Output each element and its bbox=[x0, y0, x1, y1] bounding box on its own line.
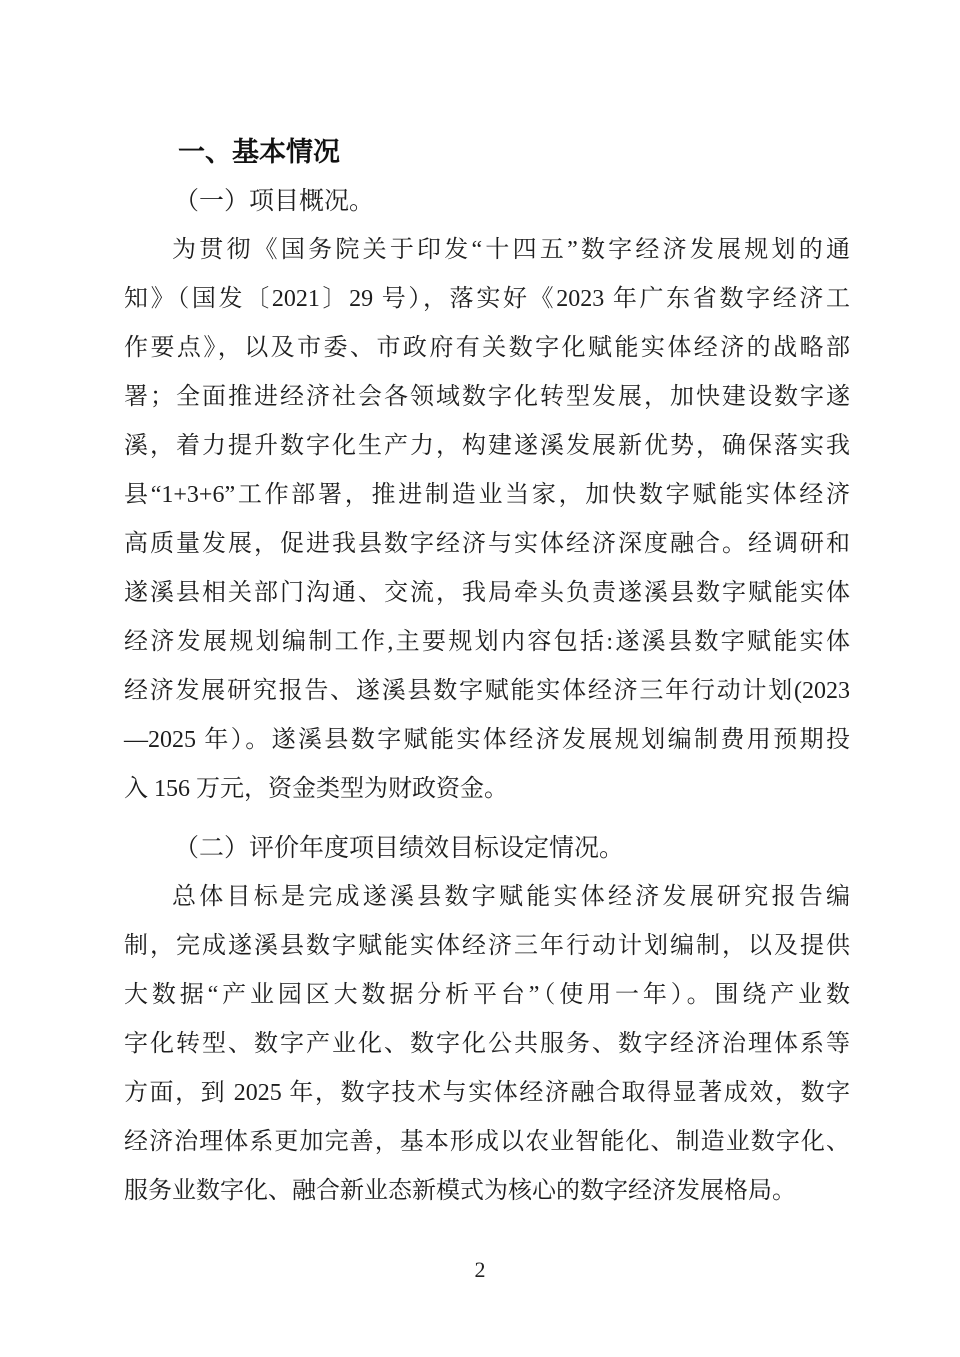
text-line: 经济治理体系更加完善，基本形成以农业智能化、制造业数字化、 bbox=[124, 1129, 850, 1155]
text-line: —2025 年）。遂溪县数字赋能实体经济发展规划编制费用预期投 bbox=[124, 727, 850, 753]
text-line: 入 156 万元，资金类型为财政资金。 bbox=[124, 776, 508, 802]
text-line: 县“1+3+6”工作部署，推进制造业当家，加快数字赋能实体经济 bbox=[124, 482, 850, 508]
text-line: 方面，到 2025 年，数字技术与实体经济融合取得显著成效，数字 bbox=[124, 1080, 850, 1106]
text-line: 服务业数字化、融合新业态新模式为核心的数字经济发展格局。 bbox=[124, 1178, 796, 1204]
subsection-heading: （一）项目概况。 bbox=[174, 188, 375, 215]
section-heading: 一、基本情况 bbox=[178, 137, 340, 167]
text-line: 高质量发展，促进我县数字经济与实体经济深度融合。经调研和 bbox=[124, 531, 850, 557]
text-line: 经济发展规划编制工作,主要规划内容包括:遂溪县数字赋能实体 bbox=[124, 629, 850, 655]
text-line: 署；全面推进经济社会各领域数字化转型发展，加快建设数字遂 bbox=[124, 384, 850, 410]
text-line: 作要点》，以及市委、市政府有关数字化赋能实体经济的战略部 bbox=[124, 335, 850, 361]
subsection-heading: （二）评价年度项目绩效目标设定情况。 bbox=[174, 835, 625, 862]
text-line: 遂溪县相关部门沟通、交流，我局牵头负责遂溪县数字赋能实体 bbox=[124, 580, 850, 606]
text-line: 总体目标是完成遂溪县数字赋能实体经济发展研究报告编 bbox=[172, 884, 850, 910]
text-line: 溪，着力提升数字化生产力，构建遂溪发展新优势，确保落实我 bbox=[124, 433, 850, 459]
text-line: 大数据“产业园区大数据分析平台”（使用一年）。围绕产业数 bbox=[124, 982, 850, 1008]
text-line: 为贯彻《国务院关于印发“十四五”数字经济发展规划的通 bbox=[172, 237, 850, 263]
text-line: 制，完成遂溪县数字赋能实体经济三年行动计划编制，以及提供 bbox=[124, 933, 850, 959]
page-number: 2 bbox=[474, 1257, 486, 1282]
text-line: 知》（国发〔2021〕29 号），落实好《2023 年广东省数字经济工 bbox=[124, 286, 850, 312]
document-body bbox=[124, 128, 850, 1216]
text-line: 经济发展研究报告、遂溪县数字赋能实体经济三年行动计划(2023 bbox=[124, 678, 850, 704]
text-line: 字化转型、数字产业化、数字化公共服务、数字经济治理体系等 bbox=[124, 1031, 850, 1057]
